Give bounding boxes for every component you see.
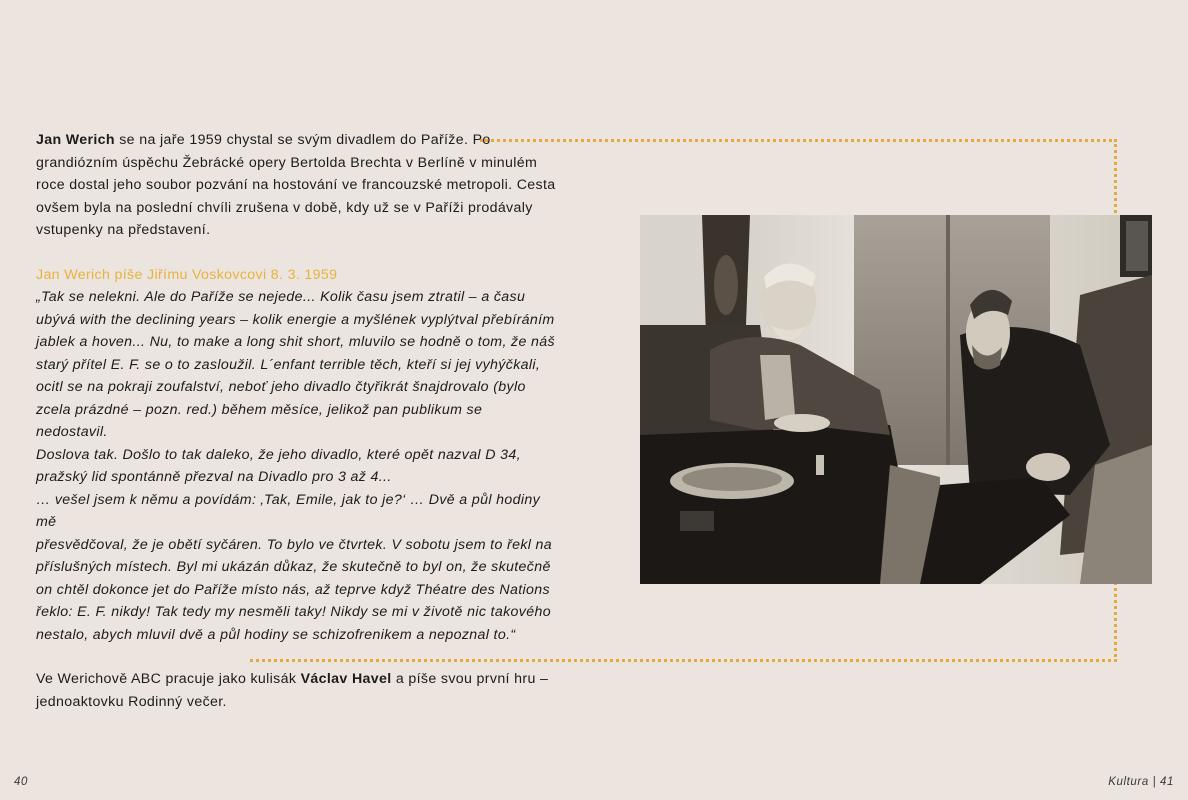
dotted-frame-top bbox=[480, 139, 1117, 142]
outro-name: Václav Havel bbox=[300, 671, 392, 687]
outro-paragraph bbox=[36, 668, 556, 713]
photo-illustration bbox=[640, 215, 1152, 584]
page-number-left: 40 bbox=[14, 776, 28, 788]
quote-line: … vešel jsem k němu a povídám: ‚Tak, Emile, jak to je?‘ … Dvě a půl hodiny mě bbox=[36, 491, 541, 530]
quote-line: ocitl se na pokraji zoufalství, neboť jeho divadlo čtyřikrát šnajdrovalo (bylo bbox=[36, 379, 526, 395]
quote-line: řeklo: E. F. nikdy! Tak tedy my nesměli taky! Nikdy se mi v životě nic takového bbox=[36, 604, 551, 620]
quote-line: zcela prázdné – pozn. red.) během měsíce, jelikož pan publikum se nedostavil. bbox=[36, 401, 483, 440]
quote-line: starý přítel E. F. se o to zasloužil. L´enfant terrible těch, kteří si jej vyhýčkali, bbox=[36, 356, 541, 373]
quote-line: nestalo, abych mluvil dvě a půl hodiny se schizofrenikem a nepoznal to.“ bbox=[36, 626, 516, 643]
quote-line: přesvědčoval, že je obětí syčáren. To bylo ve čtvrtek. V sobotu jsem to řekl na bbox=[36, 536, 553, 553]
quote-line: Doslova tak. Došlo to tak daleko, že jeho divadlo, které opět nazval D 34, bbox=[36, 446, 521, 463]
outro-text-after: a píše svou první hru – jednoaktovku Rodinný večer. bbox=[36, 671, 549, 710]
historical-photo bbox=[640, 215, 1152, 584]
letter-quote bbox=[36, 286, 556, 646]
quote-line: on chtěl dokonce jet do Paříže místo nás, až teprve když Théatre des Nations bbox=[36, 581, 550, 598]
intro-text: se na jaře 1959 chystal se svým divadlem do Paříže. Po grandiózním úspěchu Žebrácké opery Bertolda Brechta v Berlíně v minulém roce dostal jeho soubor pozvání na hostování ve francouzské metropoli. Cesta ovšem byla na poslední chvíli zrušena v době, kdy už se v Paříži prodávaly vstupenky na představení. bbox=[36, 132, 556, 238]
article-text-column bbox=[36, 129, 556, 713]
intro-name: Jan Werich bbox=[36, 132, 115, 148]
quote-heading: Jan Werich píše Jiřímu Voskovcovi 8. 3. 1959 bbox=[36, 266, 338, 283]
page-number-right: Kultura | 41 bbox=[1108, 776, 1174, 788]
outro-text-before: Ve Werichově ABC pracuje jako kulisák bbox=[36, 671, 301, 687]
quote-line: ubývá with the declining years – kolik energie a myšlének vyplýtval přebíráním bbox=[36, 311, 555, 328]
intro-paragraph bbox=[36, 129, 556, 242]
quote-line: jablek a hoven... Nu, to make a long shit short, mluvilo se hodně o tom, že náš bbox=[36, 334, 555, 350]
quote-line: pražský lid spontánně přezval na Divadlo pro 3 až 4... bbox=[36, 469, 392, 485]
quote-line: příslušných místech. Byl mi ukázán důkaz, že skutečně to byl on, že skutečně bbox=[36, 559, 551, 575]
quote-line: „Tak se nelekni. Ale do Paříže se nejede... Kolik času jsem ztratil – a času bbox=[36, 289, 526, 305]
